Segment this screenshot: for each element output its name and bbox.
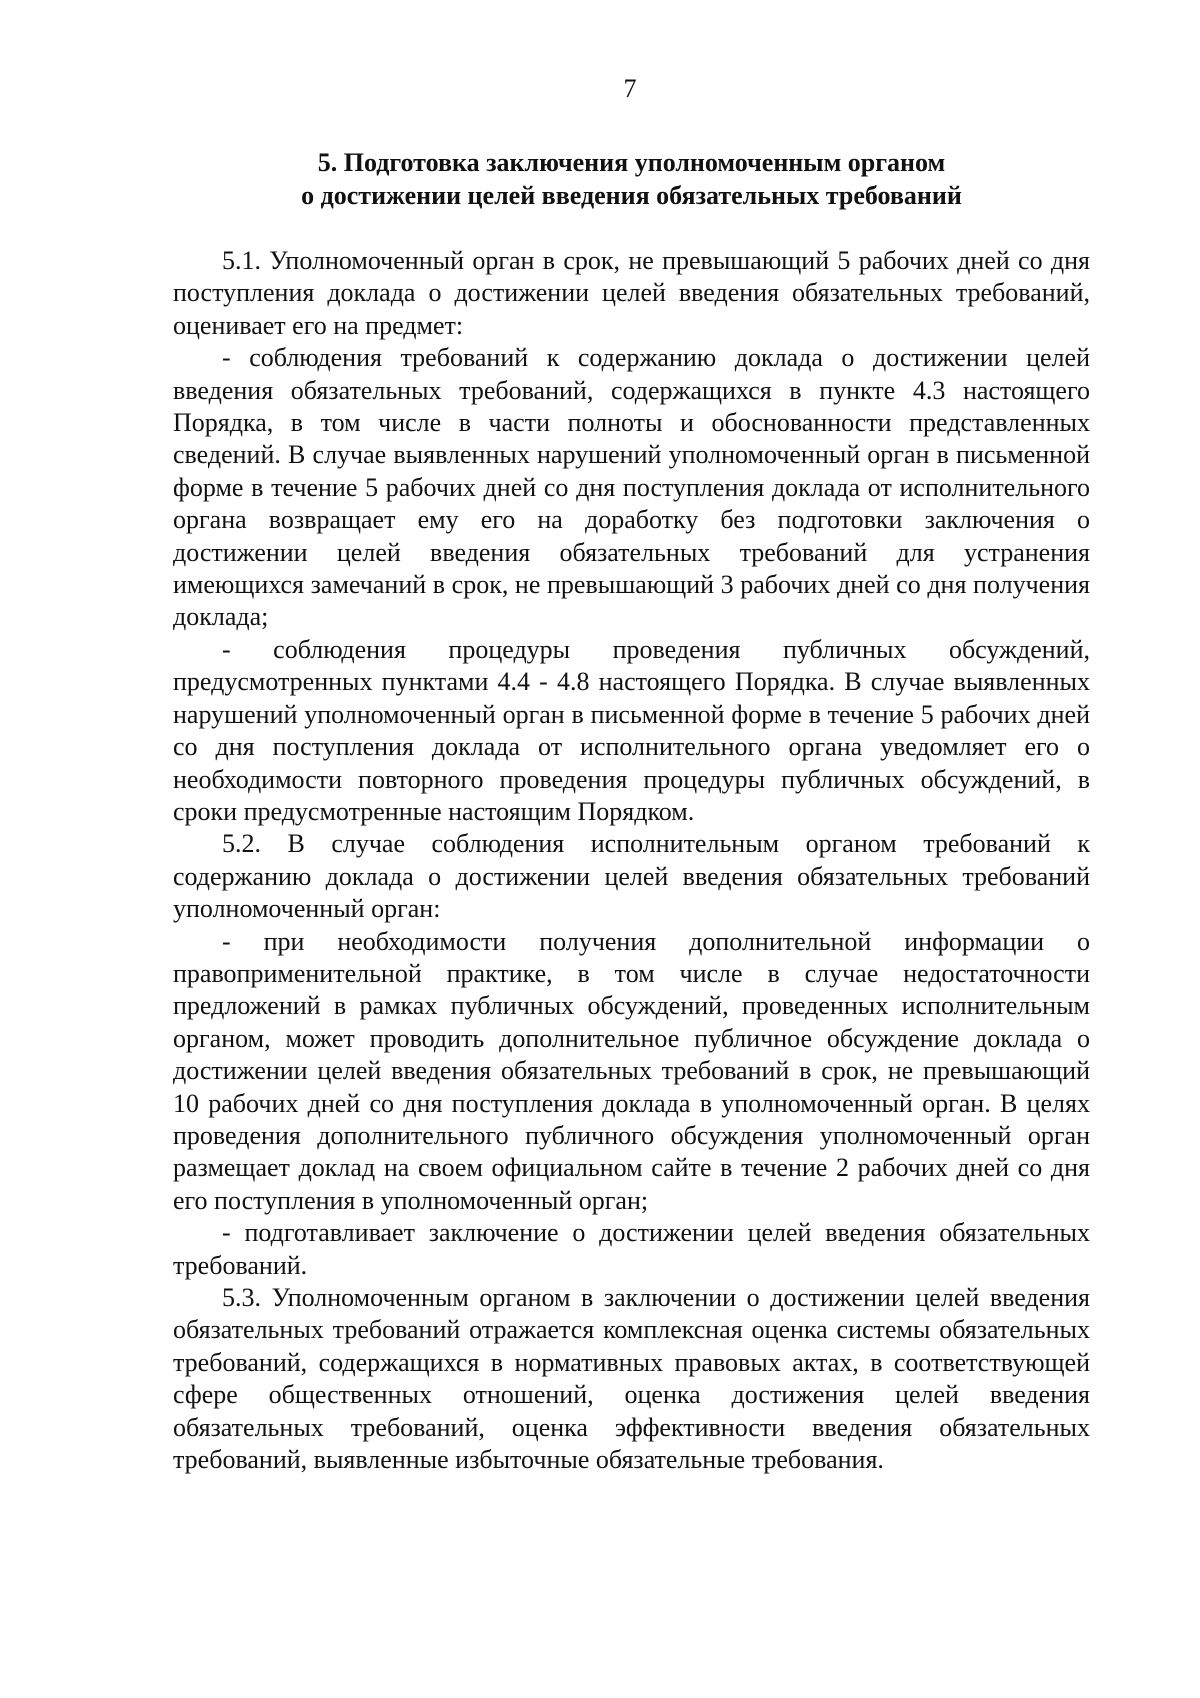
section-heading-line-1: 5. Подготовка заключения уполномоченным органом bbox=[317, 148, 946, 177]
document-body bbox=[173, 245, 1090, 1476]
paragraph-5-2: 5.2. В случае соблюдения исполнительным органом требований к содержанию доклада о достижении целей введения обязательных требований уполномоченный орган: bbox=[173, 829, 1090, 924]
paragraph-5-1: 5.1. Уполномоченный орган в срок, не превышающий 5 рабочих дней со дня поступления доклада о достижении целей введения обязательных требований, оценивает его на предмет: bbox=[173, 246, 1090, 340]
paragraph-procedure-check: - соблюдения процедуры проведения публичных обсуждений, предусмотренных пунктами 4.4 - 4.8 настоящего Порядка. В случае выявленных нарушений уполномоченный орган в письменной форме в течение 5 рабочих дней со дня поступления доклада от исполнительного органа уведомляет его о необходимости повторного проведения процедуры публичных обсуждений, в сроки предусмотренные настоящим Порядком. bbox=[173, 634, 1090, 826]
paragraph-prepare-conclusion: - подготавливает заключение о достижении целей введения обязательных требований. bbox=[173, 1218, 1090, 1280]
section-heading bbox=[173, 146, 1090, 212]
paragraph-requirements-check: - соблюдения требований к содержанию доклада о достижении целей введения обязательных требований, содержащихся в пункте 4.3 настоящего Порядка, в том числе в части полноты и обоснованности представленных сведений. В случае выявленных нарушений уполномоченный орган в письменной форме в течение 5 рабочих дней со дня поступления доклада от исполнительного органа возвращает ему его на доработку без подготовки заключения о достижении целей введения обязательных требований для устранения имеющихся замечаний в срок, не превышающий 3 рабочих дней со дня получения доклада; bbox=[173, 343, 1090, 632]
section-heading-line-2: о достижении целей введения обязательных требований bbox=[301, 181, 962, 210]
page-number: 7 bbox=[623, 74, 637, 103]
paragraph-5-3: 5.3. Уполномоченным органом в заключении о достижении целей введения обязательных требований отражается комплексная оценка системы обязательных требований, содержащихся в нормативных правовых актах, в соответствующей сфере общественных отношений, оценка достижения целей введения обязательных требований, оценка эффективности введения обязательных требований, выявленные избыточные обязательные требования. bbox=[173, 1283, 1090, 1475]
paragraph-additional-discussion: - при необходимости получения дополнительной информации о правоприменительной практике, в том числе в случае недостаточности предложений в рамках публичных обсуждений, проведенных исполнительным органом, может проводить дополнительное публичное обсуждение доклада о достижении целей введения обязательных требований в срок, не превышающий 10 рабочих дней со дня поступления доклада в уполномоченный орган. В целях проведения дополнительного публичного обсуждения уполномоченный орган размещает доклад на своем официальном сайте в течение 2 рабочих дней со дня его поступления в уполномоченный орган; bbox=[173, 926, 1090, 1215]
